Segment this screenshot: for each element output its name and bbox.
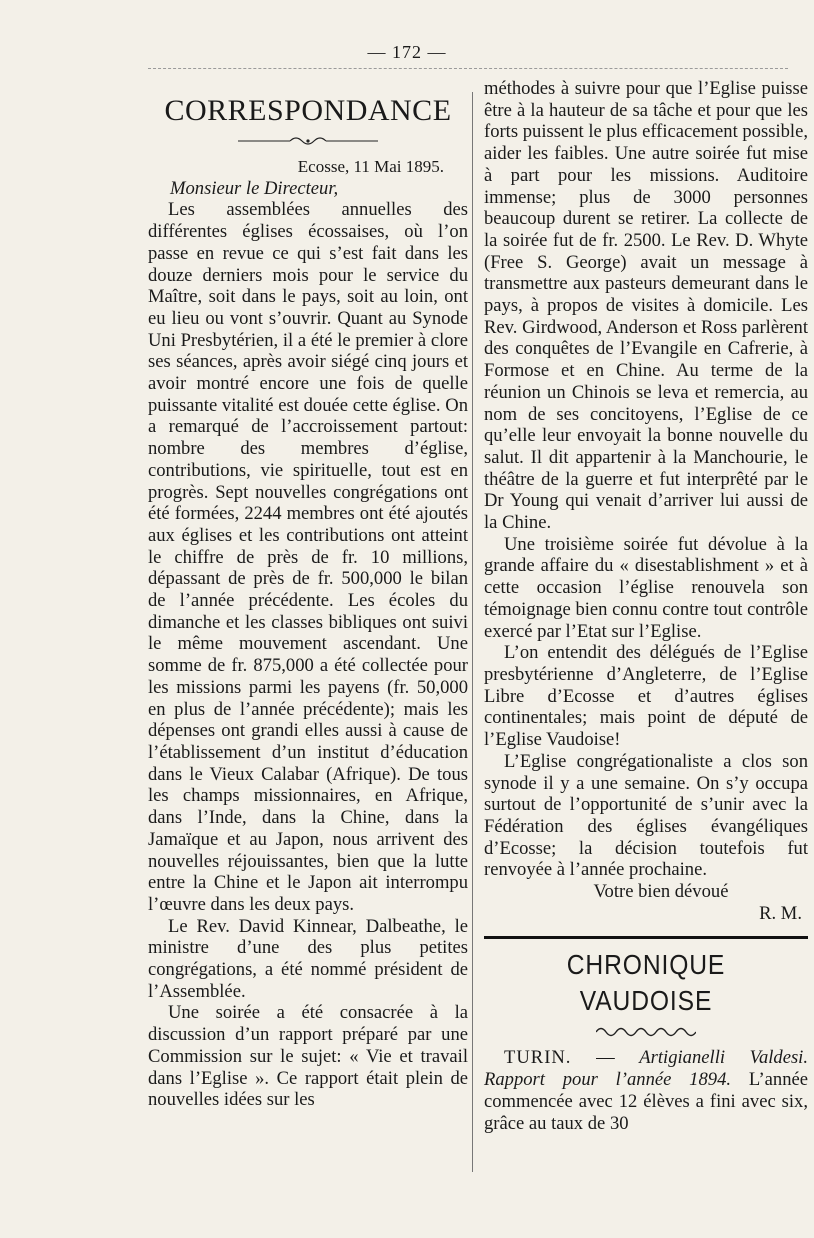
page-number: — 172 — xyxy=(367,42,447,62)
salutation: Monsieur le Directeur, xyxy=(170,177,339,199)
section-rule xyxy=(484,936,808,939)
chronique-place: TURIN. xyxy=(504,1047,572,1069)
ornament-flourish-icon xyxy=(238,134,378,148)
paragraph: Les assemblées annuelles des différentes églises écossaises, où l’on passe en revue ce qui s’est fait dans les douze derniers mois pour le service du Maître, soit dans le pays, soit au loin, ont eu lieu ou vont s’ouvrir. Quant au Synode Uni Presbytérien, il a été le premier à clore ses séances, après avoir siégé cinq jours et avoir montré encore une fois de quelle puissante vitalité est douée cette église. On a remarqué de l’accroissement partout: nombre des membres d’église, contributions, vie spirituelle, tout est en progrès. Sept nouvelles congrégations ont été formées, 2244 membres ont été ajoutés aux églises et les contributions ont atteint le chiffre de près de fr. 10 millions, dépassant de près de fr. 500,000 le bilan de l’année précédente. Les écoles du dimanche et les classes bibliques ont suivi le même mouvement ascendant. Une somme de fr. 875,000 a été collectée pour les missions parmi les payens (fr. 50,000 en plus de l’année précédente); mais les dépenses ont grandi elles aussi à cause de l’établissement d’un institut d’éducation dans le Vieux Calabar (Afrique). De tous les champs missionnaires, en Afrique, dans l’Inde, dans la Chine, dans la Jamaïque et au Japon, nous arrivent des nouvelles réjouissantes, bien que la lutte entre la Chine et le Japon ait interrompu l’œuvre dans les deux pays. xyxy=(148,199,468,915)
ornament-divider xyxy=(148,132,468,148)
paragraph: Une soirée a été consacrée à la discussion d’un rapport préparé par une Commission sur le sujet: « Vie et travail dans l’Eglise ». Ce rapport était plein de nouvelles idées sur les xyxy=(148,1002,468,1111)
left-column xyxy=(148,78,468,1111)
chronique-heading-text: CHRONIQUE VAUDOISE xyxy=(566,949,726,1017)
right-column xyxy=(484,78,808,1134)
closing: Votre bien dévoué xyxy=(593,881,729,903)
chronique-dash: — xyxy=(571,1047,640,1069)
ornament-divider xyxy=(484,1023,808,1041)
paragraph: méthodes à suivre pour que l’Eglise puisse être à la hauteur de sa tâche et pour que les forts puissent le plus efficacement possible, aider les faibles. Une autre soirée fut mise à part pour les missions. Auditoire immense; plus de 3000 personnes beaucoup durent se retirer. La collecte de la soirée fut de fr. 2500. Le Rev. D. Whyte (Free S. George) avait un message à transmettre aux pasteurs demeurant dans le pays, à propos de visites à domicile. Les Rev. Girdwood, Anderson et Ross parlèrent des conquêtes de l’Evangile en Cafrerie, à Formose et en Chine. Au terme de la réunion un Chinois se leva et remercia, au nom de ses concitoyens, l’Eglise de ce qu’elle leur envoyait la bonne nouvelle du salut. Il dit appartenir à la Manchourie, le théâtre de la guerre et fut interprêté par le Dr Young qui venait d’arriver lui aussi de la Chine. xyxy=(484,78,808,534)
paragraph: Le Rev. David Kinnear, Dalbeathe, le ministre d’une des plus petites congrégations, a été nommé président de l’Assemblée. xyxy=(148,915,468,1002)
correspondance-heading: CORRESPONDANCE xyxy=(164,94,452,127)
chronique-text: L’année commencée avec 12 élèves a fini avec six, grâce au taux de 30 xyxy=(484,1069,809,1134)
chronique-paragraph xyxy=(484,1047,808,1134)
column-divider xyxy=(472,92,473,1172)
ornament-scroll-icon xyxy=(596,1025,696,1039)
top-rule xyxy=(148,68,788,69)
chronique-heading xyxy=(484,947,808,1019)
paragraph: L’on entendit des délégués de l’Eglise presbytérienne d’Angleterre, de l’Eglise Libre d’Ecosse et d’autres églises continentales; mais point de député de l’Eglise Vaudoise! xyxy=(484,642,808,751)
paragraph: L’Eglise congrégationaliste a clos son synode il y a une semaine. On s’y occupa surtout de l’opportunité de s’unir avec la Fédération des églises évangéliques d’Ecosse; la décision toutefois fut renvoyée à l’année prochaine. xyxy=(484,750,808,881)
signature: R. M. xyxy=(759,902,802,924)
chronique-title: Artigianelli Valdesi. Rapport pour l’année 1894. xyxy=(484,1047,809,1091)
dateline: Ecosse, 11 Mai 1895. xyxy=(297,157,444,176)
paragraph: Une troisième soirée fut dévolue à la grande affaire du « disestablishment » et à cette occasion l’église renouvela son témoignage bien connu contre tout contrôle exercé par l’Etat sur l’Eglise. xyxy=(484,533,808,642)
